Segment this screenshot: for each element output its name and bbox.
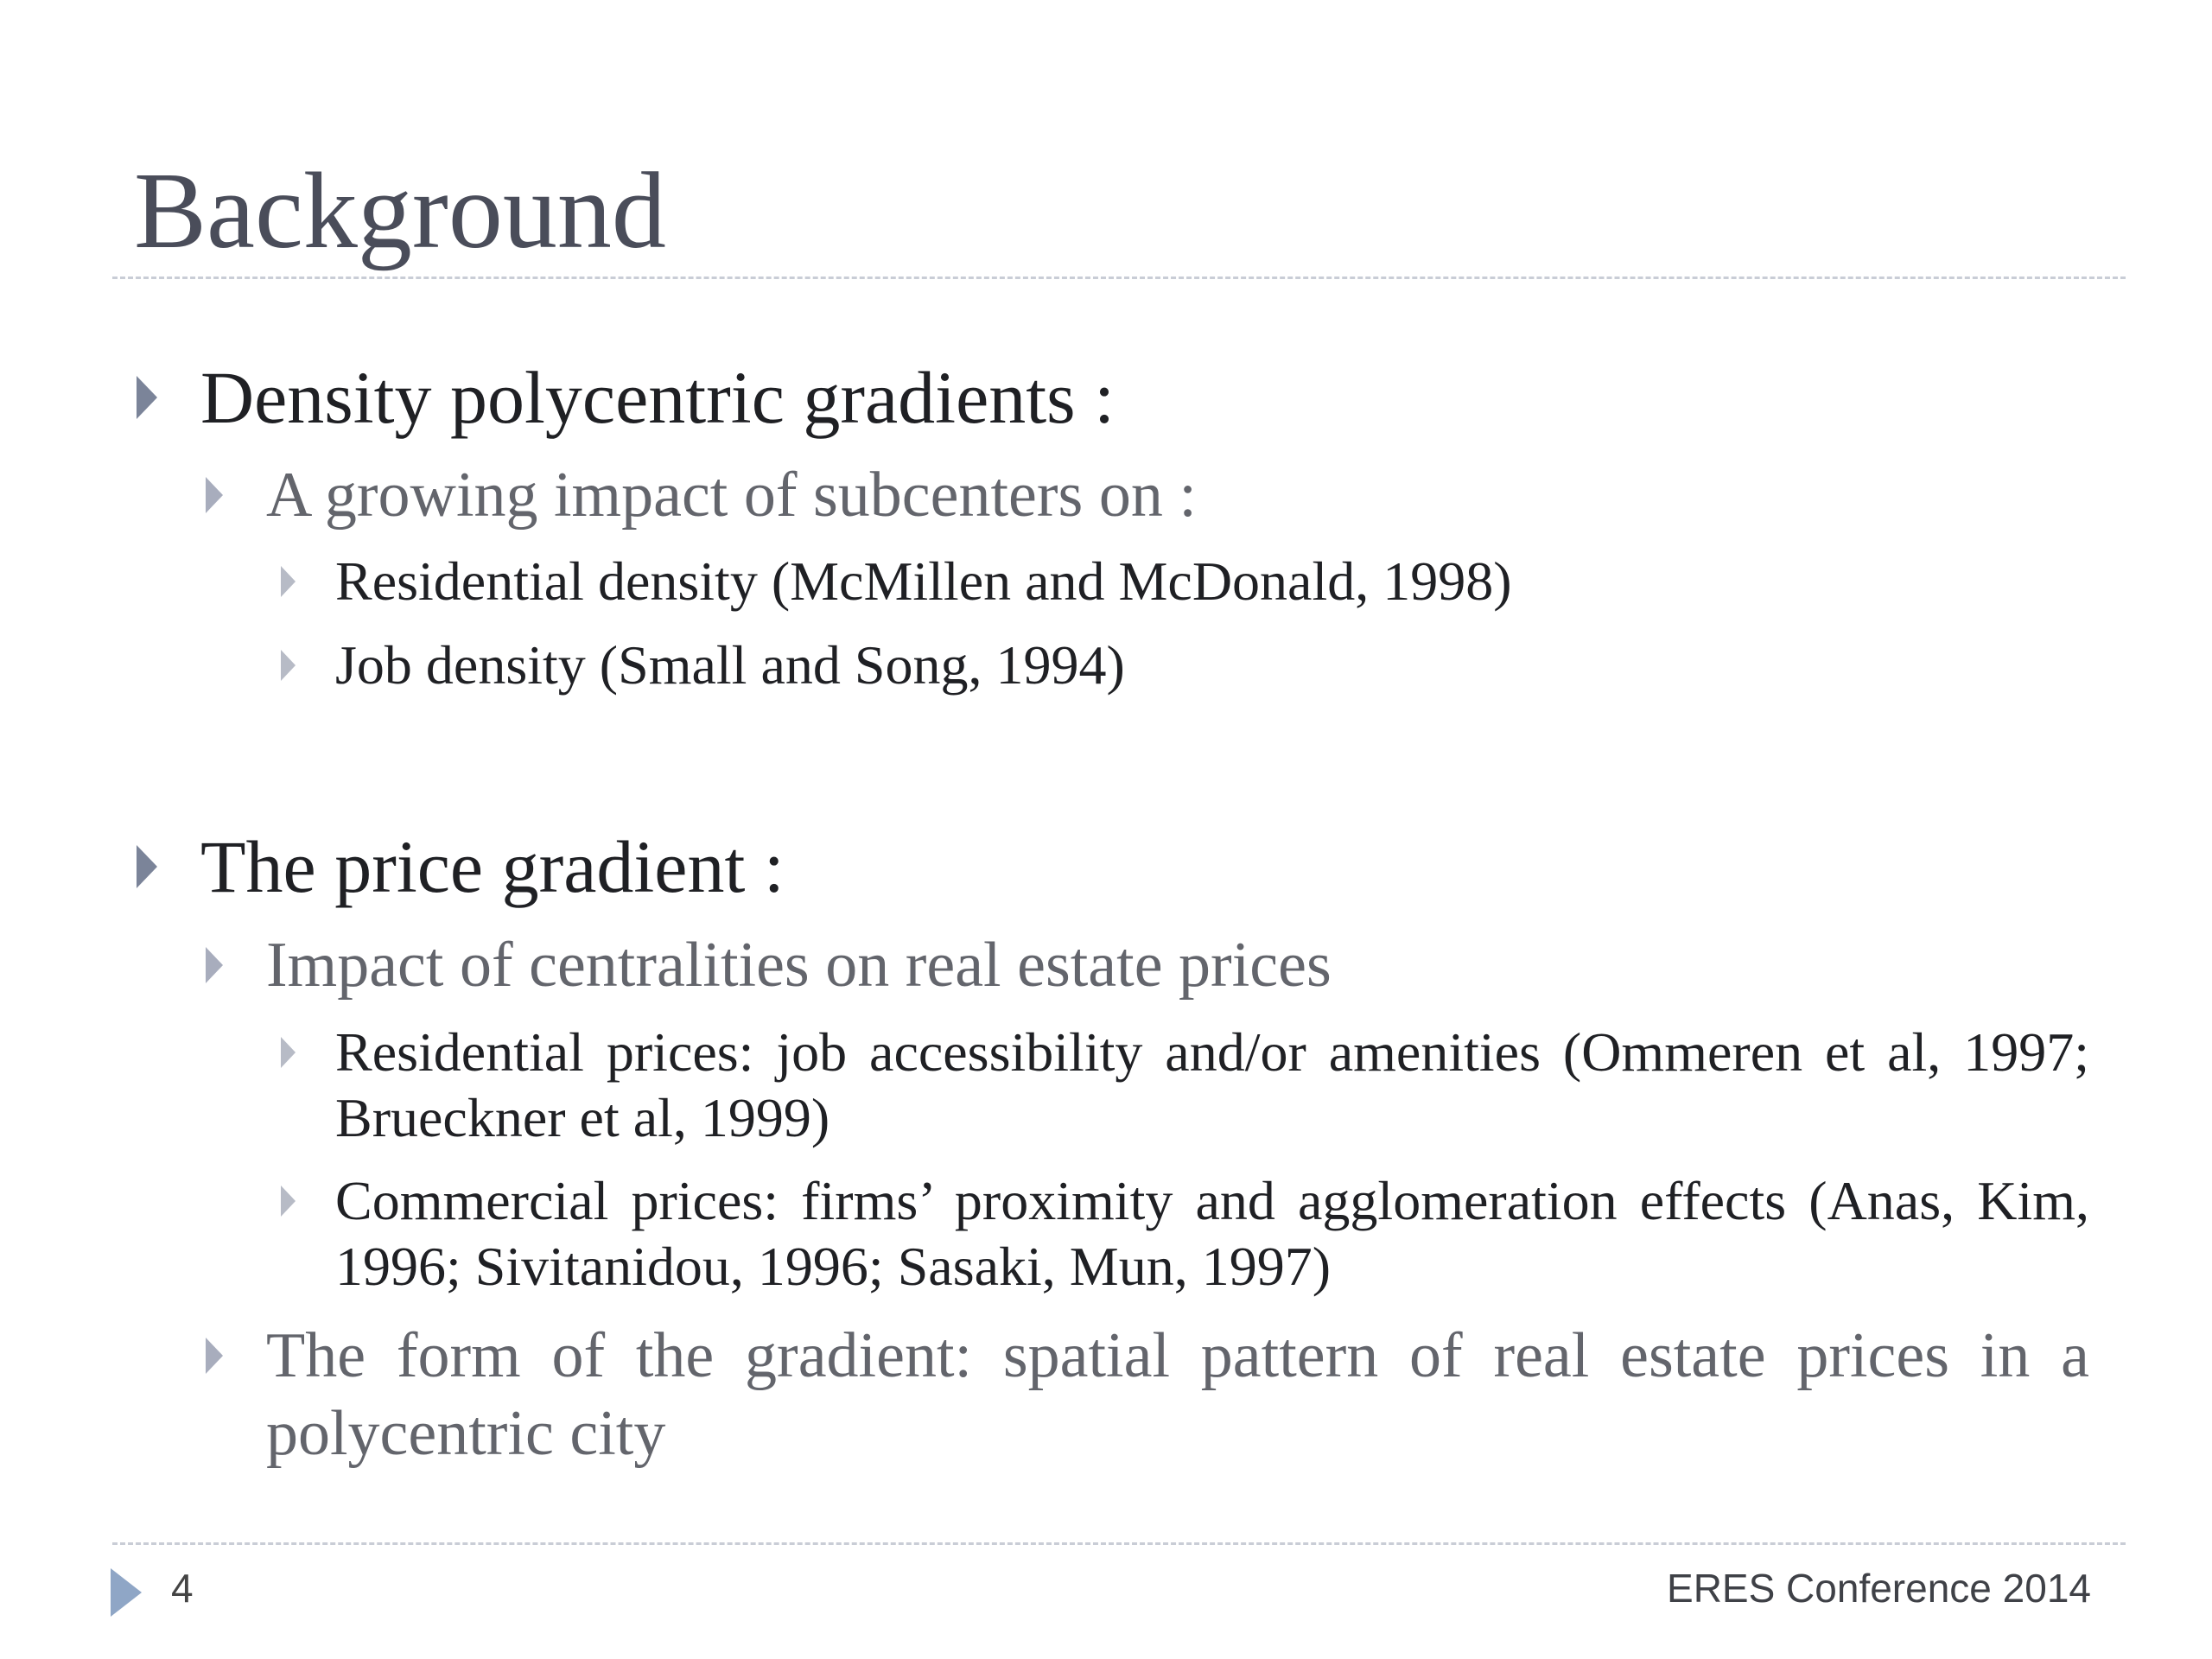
list-item: The form of the gradient: spatial pattern of real estate prices in a polycentric city <box>266 1320 2089 1469</box>
bullet-arrow-icon <box>206 947 223 983</box>
footer-divider <box>112 1542 2126 1545</box>
conference-label: ERES Conference 2014 <box>1667 1566 2091 1611</box>
title-divider <box>112 276 2126 279</box>
section-heading: The price gradient : <box>200 825 785 908</box>
list-subitem: Residential density (McMillen and McDonald, 1998) <box>335 550 1512 612</box>
list-subitem: Commercial prices: firms’ proximity and agglomeration effects (Anas, Kim, 1996; Sivitanidou, 1996; Sasaki, Mun, 1997) <box>335 1170 2089 1297</box>
list-subitem: Residential prices: job accessibility and/or amenities (Ommeren et al, 1997; Brueckner et al, 1999) <box>335 1021 2089 1148</box>
bullet-arrow-icon <box>281 1185 296 1217</box>
bullet-arrow-icon <box>137 845 157 888</box>
list-item: A growing impact of subcenters on : <box>266 460 1197 531</box>
bullet-arrow-icon <box>206 1338 223 1374</box>
bullet-arrow-icon <box>281 566 296 597</box>
list-subitem: Job density (Small and Song, 1994) <box>335 634 1125 696</box>
page-number: 4 <box>171 1566 194 1611</box>
bullet-arrow-icon <box>137 376 157 419</box>
bullet-arrow-icon <box>281 650 296 681</box>
list-item: Impact of centralities on real estate prices <box>266 930 1332 1001</box>
bullet-arrow-icon <box>206 477 223 513</box>
section-heading: Density polycentric gradients : <box>200 356 1115 439</box>
bullet-arrow-icon <box>281 1037 296 1068</box>
slide-title: Background <box>134 151 666 271</box>
footer-arrow-icon <box>111 1568 142 1617</box>
